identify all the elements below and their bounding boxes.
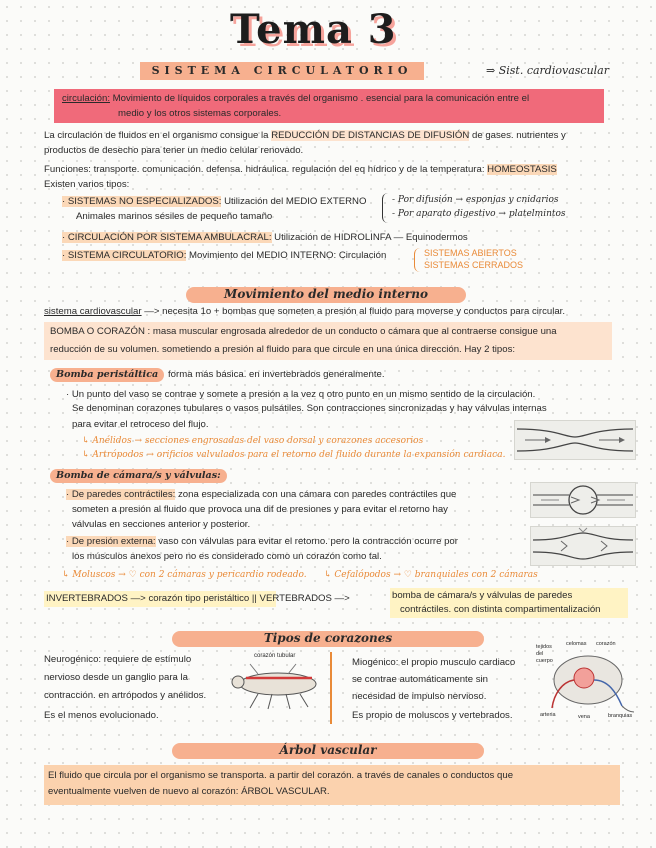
mio-line-1: Miogénico: el propio musculo cardiaco xyxy=(352,657,516,668)
type-1-sub: Animales marinos sésiles de pequeño tamaño xyxy=(76,211,273,222)
neuro-line-2: nervioso desde un ganglio para la xyxy=(44,672,189,683)
chamber-figure-2 xyxy=(530,526,636,566)
definition-text: Movimiento de líquidos corporales a través del organismo . esencial para la comunicación entre el xyxy=(110,93,530,104)
cv-text: —> necesita 1o + bombas que someten a presión al fluido para moverse y conductos para circular. xyxy=(141,306,566,317)
chamber-heart-icon xyxy=(531,483,635,517)
mio-line-4: Es propio de moluscos y vertebrados. xyxy=(352,710,513,721)
type-1-label: · SISTEMAS NO ESPECIALIZADOS: xyxy=(62,196,222,207)
peristaltic-note-2: ↳ Artrópodos → orificios valvulados para el retorno del fluido durante la expansión cardiaca. xyxy=(82,450,506,460)
peristaltic-figure xyxy=(514,420,636,460)
bomba-line-2: reducción de su volumen. sometiendo a presión al fluido para que circule en una única dirección. Hay 2 tipos: xyxy=(50,344,516,355)
insect-figure xyxy=(228,652,324,712)
chamber-line-5: los músculos anexos pero no es considerado como un corazón como tal. xyxy=(72,551,382,562)
type-2-label: · CIRCULACIÓN POR SISTEMA AMBULACRAL: xyxy=(62,232,272,243)
bomba-line-1: BOMBA O CORAZÓN : masa muscular engrosada alrededor de un conducto o cámara que al contraerse consigue una xyxy=(50,326,557,337)
peristaltic-line-3: para evitar el retroceso del flujo. xyxy=(72,419,209,430)
chamber-line-2: someten a presión al fluido que provoca una dif de presiones y para evitar el retorno hay xyxy=(72,504,448,515)
intro-line-3 xyxy=(44,163,557,177)
homeostasis-highlight: HOMEOSTASIS xyxy=(487,164,557,175)
type-3-text: Movimiento del MEDIO INTERNO: Circulación xyxy=(186,250,387,261)
type-3-closed: SISTEMAS CERRADOS xyxy=(424,260,524,270)
definition-term: circulación: xyxy=(62,93,110,104)
brace xyxy=(382,193,390,223)
type-3-open: SISTEMAS ABIERTOS xyxy=(424,248,517,258)
fig-label-tejidos: tejidos del cuerpo xyxy=(536,644,553,664)
chamber-line-4 xyxy=(66,535,458,549)
neuro-line-3: contracción. en artrópodos y anélidos. xyxy=(44,690,207,701)
definition-line-1 xyxy=(62,92,529,106)
chamber-text-1: zona especializada con una cámara con paredes contráctiles que xyxy=(175,489,457,500)
arbol-line-1: El fluido que circula por el organismo se transporta. a partir del corazón. a través de canales o conductos que xyxy=(48,770,514,781)
neuro-line-1: Neurogénico: requiere de estímulo xyxy=(44,654,192,665)
type-3-label: · SISTEMA CIRCULATORIO: xyxy=(62,250,187,261)
intro-text-end: de gases. nutrientes y xyxy=(469,130,566,141)
fig-label-arteria: arteria xyxy=(540,712,556,718)
section-heading-mov: Movimiento del medio interno xyxy=(224,287,428,301)
peristaltic-vessel-icon xyxy=(515,421,635,459)
intro-highlight: REDUCCIÓN DE DISTANCIAS DE DIFUSIÓN xyxy=(271,130,470,141)
page-title: Tema 3 xyxy=(230,6,397,53)
definition-line-2: medio y los otros sistemas corporales. xyxy=(118,108,282,119)
section-heading-tipos: Tipos de corazones xyxy=(263,631,393,645)
chamber-note-2: ↳ Cefalópodos → ♡ branquiales con 2 cámaras xyxy=(324,570,538,580)
section-heading-arbol: Árbol vascular xyxy=(279,743,377,757)
peristaltic-line-1: · Un punto del vaso se contrae y somete a presión a la vez q otro punto en un mismo sentido de la circulación. xyxy=(66,389,536,400)
peristaltic-text: forma más básica. en invertebrados generalmente. xyxy=(168,369,385,380)
chamber-line-3: válvulas en secciones anterior y posterior. xyxy=(72,519,251,530)
mio-line-2: se contrae automáticamente sin xyxy=(352,674,488,685)
mio-line-3: necesidad de impulso nervioso. xyxy=(352,691,487,702)
chamber-term-2: · De presión externa: xyxy=(66,536,156,547)
neuro-line-4: Es el menos evolucionado. xyxy=(44,710,159,721)
intro-line-4: Existen varios tipos: xyxy=(44,179,130,190)
type-1-branch-1: - Por difusión → esponjas y cnidarios xyxy=(392,195,559,205)
fig-label-celomas: celomas xyxy=(566,641,587,647)
type-1-branch-2: - Por aparato digestivo → platelmintos xyxy=(392,209,566,219)
intro-text: La circulación de fluidos en el organismo consigue la xyxy=(44,130,272,141)
peristaltic-note-1: ↳ Anélidos → secciones engrosadas del vaso dorsal y corazones accesorios xyxy=(82,436,424,446)
type-3 xyxy=(62,249,386,263)
peristaltic-line-2: Se denominan corazones tubulares o vasos pulsátiles. Son contracciones sincronizadas y hay válvulas internas xyxy=(72,403,547,414)
subtitle-right: ⇒ Sist. cardiovascular xyxy=(486,64,609,77)
cv-line xyxy=(44,305,565,319)
chamber-term-1: · De paredes contráctiles: xyxy=(66,489,176,500)
type-2 xyxy=(62,231,468,245)
type-1-text: Utilización del MEDIO EXTERNO xyxy=(221,196,367,207)
vert-line-1: bomba de cámara/s y válvulas de paredes xyxy=(392,590,573,601)
mollusc-figure xyxy=(536,640,636,722)
vert-line-2: contráctiles. con distinta compartimentalización xyxy=(400,604,601,615)
brace-orange xyxy=(414,248,421,272)
chamber-figure-1 xyxy=(530,482,636,518)
inv-vert-line: INVERTEBRADOS —> corazón tipo peristáltico || VERTEBRADOS —> xyxy=(46,593,350,604)
chamber-note-1: ↳ Moluscos → ♡ con 2 cámaras y pericardio rodeado. xyxy=(62,570,307,580)
chamber-tag: Bomba de cámara/s y válvulas: xyxy=(50,469,227,483)
functions-text: Funciones: transporte. comunicación. defensa. hidráulica. regulación del eq hídrico y de la temperatura: xyxy=(44,164,488,175)
type-1 xyxy=(62,195,366,209)
fig-label-branquias: branquias xyxy=(608,713,633,719)
cv-term: sistema cardiovascular xyxy=(44,306,142,317)
insect-heart-icon xyxy=(228,652,324,712)
chamber-text-2: vaso con válvulas para evitar el retorno. pero la contracción ocurre por xyxy=(155,536,458,547)
type-2-text: Utilización de HIDROLINFA — Equinodermos xyxy=(271,232,468,243)
peristaltic-tag: Bomba peristáltica xyxy=(50,368,164,382)
fig-label-corazon: corazón xyxy=(596,641,616,647)
arbol-line-2: eventualmente vuelven de nuevo al corazón: ÁRBOL VASCULAR. xyxy=(48,786,330,797)
fig-label-vena: vena xyxy=(578,714,590,720)
subtitle-band: SISTEMA CIRCULATORIO xyxy=(140,62,424,80)
insect-figure-label: corazón tubular xyxy=(254,653,296,659)
intro-line-1 xyxy=(44,129,566,143)
intro-line-2: productos de desecho para tener un medio celular renovado. xyxy=(44,145,304,156)
tipos-divider xyxy=(330,652,332,724)
external-pressure-vessel-icon xyxy=(531,527,635,565)
chamber-line-1 xyxy=(66,488,456,502)
